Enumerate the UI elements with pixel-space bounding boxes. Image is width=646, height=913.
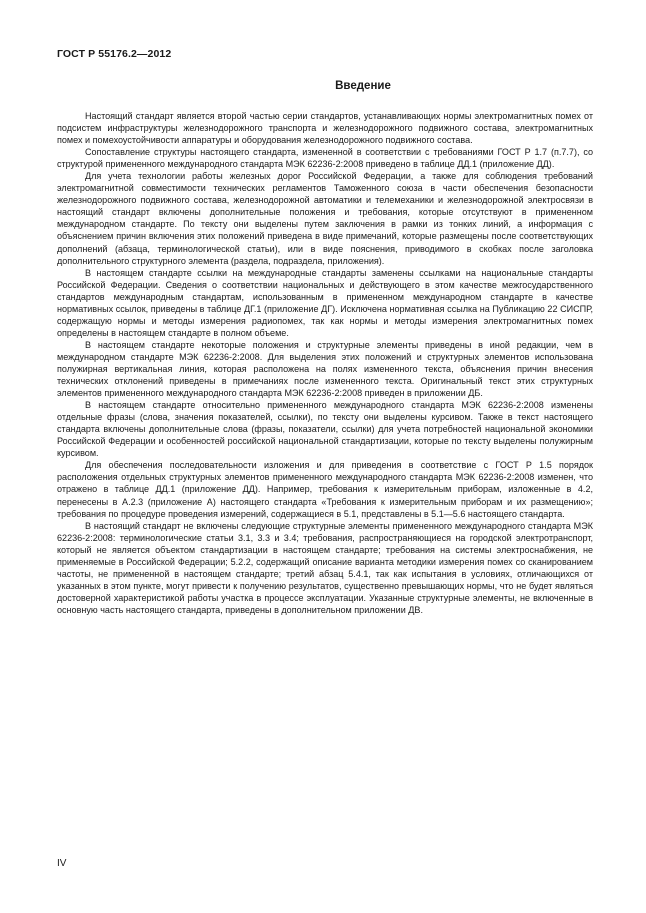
page-number: IV: [57, 858, 67, 869]
paragraph: В настоящем стандарте ссылки на международные стандарты заменены ссылками на национальные стандарты Российской Федерации. Сведения о соответствии национальных и действующего в этом качестве межгосударственного стандартов международным стандартам, использованным в примененном международном стандарте в качестве нормативных ссылок, приведены в таблице ДГ.1 (приложение ДГ). Исключена нормативная ссылка на Публикацию 22 СИСПР, содержащую нормы и методы измерения радиопомех, так как нормы и методы измерения электромагнитных помех определены в настоящем стандарте в полном объеме.: [57, 267, 593, 338]
body-text: [57, 110, 593, 616]
section-title: Введение: [335, 80, 391, 92]
paragraph: Сопоставление структуры настоящего стандарта, измененной в соответствии с требованиями ГОСТ Р 1.7 (п.7.7), со структурой примененного международного стандарта МЭК 62236-2:2008 приведено в таблице ДД.1 (приложение ДД).: [57, 147, 593, 170]
paragraph: Для учета технологии работы железных дорог Российской Федерации, а также для соблюдения требований электромагнитной совместимости технических регламентов Таможенного союза в части обеспечения безопасности железнодорожного подвижного состава, железнодорожной автоматики и телемеханики и железнодорожной электросвязи в настоящий стандарт включены дополнительные положения и требования, которые отсутствуют в примененном международном стандарте. По тексту они выделены путем заключения в рамки из тонких линий, а информация с объяснением причин включения этих положений приведена в виде примечаний, которые размещены после соответствующих дополнений (абзаца, терминологической статьи), или в виде пояснения, приводимого в скобках после заголовка дополнительного структурного элемента (раздела, подраздела, приложения).: [57, 171, 593, 266]
document-header: ГОСТ Р 55176.2—2012: [57, 48, 172, 60]
paragraph: Настоящий стандарт является второй частью серии стандартов, устанавливающих нормы электромагнитных помех от подсистем инфраструктуры железнодорожного транспорта и железнодорожного подвижного состава, электромагнитных помех и помехоустойчивости аппаратуры и оборудования железнодорожного подвижного состава.: [57, 111, 593, 146]
paragraph: В настоящем стандарте некоторые положения и структурные элементы приведены в иной редакции, чем в международном стандарте МЭК 62236-2:2008. Для выделения этих положений и структурных элементов использована полужирная вертикальная линия, которая расположена на полях измененного текста, объяснения причин внесения технических отклонений приведены в примечаниях после измененного текста. Оригинальный текст этих структурных элементов примененного международного стандарта МЭК 62236-2:2008 приведен в приложении ДБ.: [57, 339, 593, 399]
paragraph: Для обеспечения последовательности изложения и для приведения в соответствие с ГОСТ Р 1.5 порядок расположения отдельных структурных элементов примененного международного стандарта МЭК 62236-2:2008 изменен, что отражено в таблице ДД.1 (приложение ДД). Например, требования к измерительным приборам, изложенные в 4.2, перенесены в А.2.3 (приложение А) настоящего стандарта «Требования к измерительным приборам и их размещению»; требования по процедуре проведения измерений, содержащиеся в 5.1, представлены в 5.1—5.6 настоящего стандарта.: [57, 460, 593, 519]
paragraph: В настоящий стандарт не включены следующие структурные элементы примененного международного стандарта МЭК 62236-2:2008: терминологические статьи 3.1, 3.3 и 3.4; требования, распространяющиеся на городской электротранспорт, который не является объектом стандартизации в настоящем стандарте; требования на системы электроснабжения, не применяемые в Российской Федерации; 5.2.2, содержащий описание варианта методики измерения помех со сканированием частоты, не примененной в настоящем стандарте; третий абзац 5.4.1, так как испытания в условиях, отличающихся от указанных в этом пункте, могут привести к получению результатов, существенно превышающих нормы, что не будет являться достоверной характеристикой работы участка в процессе эксплуатации. Указанные структурные элементы, не включенные в основную часть настоящего стандарта, приведены в дополнительном приложении ДВ.: [57, 520, 593, 615]
paragraph: В настоящем стандарте относительно примененного международного стандарта МЭК 62236-2:2008 изменены отдельные фразы (слова, значения показателей, ссылки), по тексту они выделены курсивом. Также в текст настоящего стандарта включены дополнительные слова (фразы, показатели, ссылки) для учета потребностей национальной экономики Российской Федерации и особенностей российской национальной стандартизации, которые по тексту выделены полужирным курсивом.: [57, 400, 593, 459]
